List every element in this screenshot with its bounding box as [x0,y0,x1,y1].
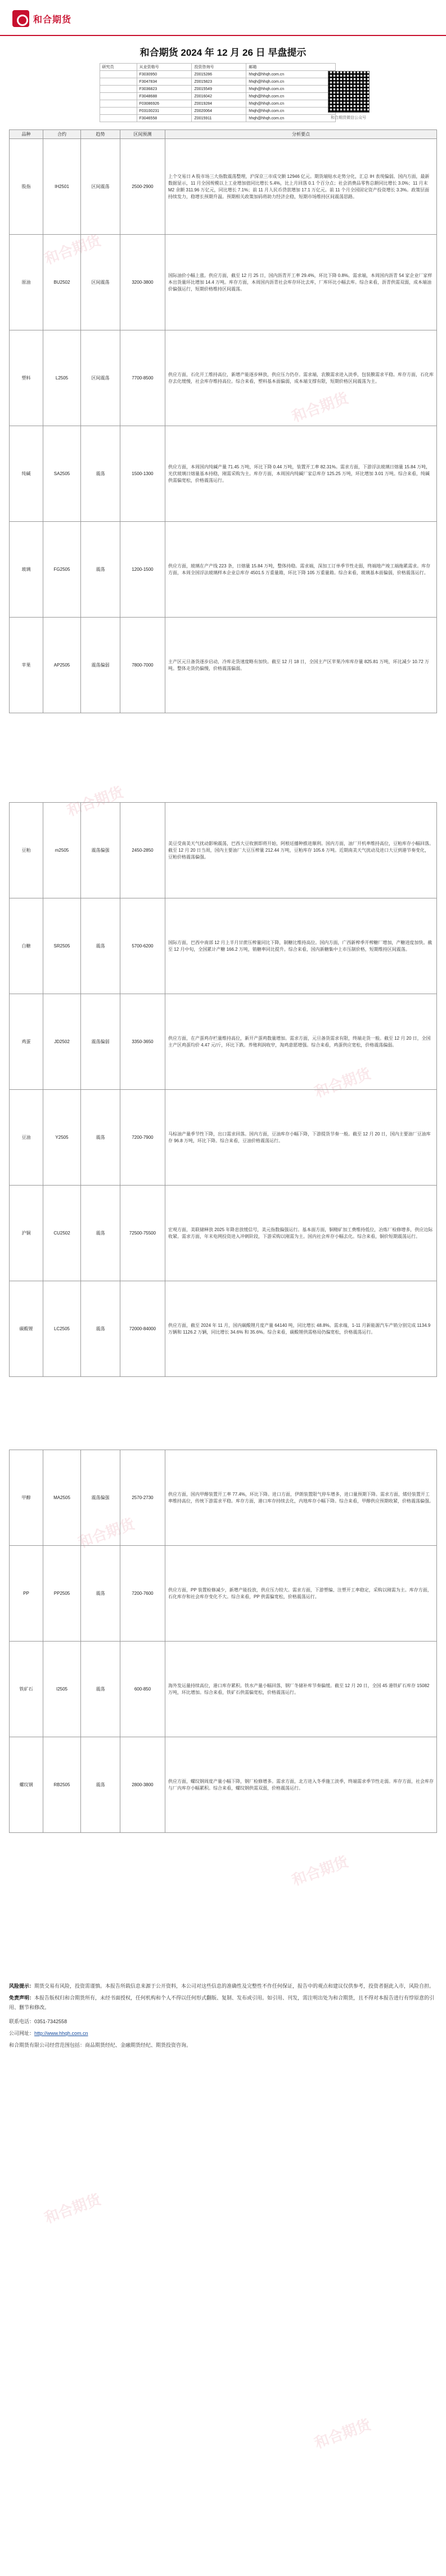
analysis-text: 供应方面，石化开工维持高位，新增产能逐步释放，供应压力仍存。需求端，农膜需求进入淡季，包装膜需求平稳。库存方面，石化库存去化缓慢，社会库存维持高位。综合来看，塑料基本面偏弱，成本端支撑有限，短期价格区间震荡为主。 [165,330,437,426]
contact-cell [100,93,137,100]
strategy-table-3 [9,1450,437,1833]
contract-code: L2505 [43,330,81,426]
contact-cell: F3048688 [137,93,192,100]
watermark: 和合期货 [65,783,126,820]
contact-cell [100,108,137,115]
range-forecast: 2800-3800 [120,1737,165,1833]
analysis-text: 美豆受南美天气扰动影响震荡，巴西大豆收割即将开始，阿根廷播种推进顺利。国内方面，油厂开机率维持高位，豆粕库存小幅回落。截至 12 月 20 日当周，国内主要油厂大豆压榨量 212.44 万吨，豆粕库存 105.6 万吨。近期南美天气扰动及进口大豆到港节奏变化，豆粕价格震荡偏强。 [165,803,437,898]
trend-label: 震荡 [81,1737,120,1833]
contract-code: RB2505 [43,1737,81,1833]
range-forecast: 7200-7600 [120,1546,165,1642]
footer [9,1982,437,2052]
contact-row [100,115,335,122]
contract-code: CU2502 [43,1186,81,1281]
trend-label: 震荡 [81,1546,120,1642]
contact-cell: Z0015823 [192,78,246,86]
risk-text: 期货交易有风险，投资需谨慎。本报告所载信息来源于公开资料，本公司对这些信息的准确性及完整性不作任何保证，报告中的观点和建议仅供参考，投资者据此入市，风险自担。 [34,1983,435,1989]
range-forecast: 3350-3650 [120,994,165,1090]
contact-cell: hhqh@hhqh.com.cn [246,108,335,115]
contact-cell: Z0019284 [192,100,246,108]
trend-label: 区间震荡 [81,330,120,426]
range-forecast: 2500-2900 [120,139,165,235]
commodity-name: 豆油 [10,1090,43,1186]
contact-row [100,86,335,93]
table-row [10,1737,437,1833]
strategy-table-2 [9,802,437,1377]
analysis-text: 国际油价小幅上涨。供应方面，截至 12 月 25 日，国内沥青开工率 29.4%，环比下降 0.8%。需求端，本周国内沥青 54 家企业厂家样本出货量环比增加 14.4 万吨。库存方面，本周国内沥青社会库存环比去库，厂库环比小幅去库。综合来看，沥青供需双弱，成本端油价偏强运行，短期价格维持区间震荡。 [165,235,437,330]
contact-cell: Z0015549 [192,86,246,93]
site-label: 公司网址： [9,2031,35,2036]
contact-cell: hhqh@hhqh.com.cn [246,100,335,108]
contact-cell: hhqh@hhqh.com.cn [246,71,335,78]
contact-row [100,108,335,115]
range-forecast: 72500-75500 [120,1186,165,1281]
report-title: 和合期货 2024 年 12 月 26 日 早盘提示 [139,47,307,58]
trend-label: 震荡偏弱 [81,618,120,713]
contact-cell: Z0015286 [192,71,246,78]
contact-row [100,93,335,100]
commodity-name: 原油 [10,235,43,330]
analysis-text: 海外发运量持续高位，港口库存累积。铁水产量小幅回落，钢厂冬储补库节奏偏缓。截至 12 月 20 日，全国 45 港铁矿石库存 15082 万吨，环比增加。综合来看，铁矿石供需偏宽松，价格震荡运行。 [165,1642,437,1737]
contract-code: MA2505 [43,1450,81,1546]
commodity-name: 沪铜 [10,1186,43,1281]
contract-code: JD2502 [43,994,81,1090]
contact-cell: Z0016042 [192,93,246,100]
site-line [9,2029,437,2038]
column-header: 品种 [10,130,43,139]
range-forecast: 7800-7000 [120,618,165,713]
company-website-link[interactable]: http://www.hhqh.com.cn [34,2031,88,2036]
commodity-name: 鸡蛋 [10,994,43,1090]
commodity-name: 玻璃 [10,522,43,618]
strategy-table-1 [9,129,437,713]
analysis-text: 供应方面，截至 2024 年 11 月，国内碳酸锂月度产量 64140 吨，同比增长 48.8%。需求端，1-11 月新能源汽车产销分别完成 1134.9 万辆和 1126.2 万辆，同比增长 34.6% 和 35.6%。综合来看，碳酸锂供需格局仍偏宽松，价格震荡运行。 [165,1281,437,1377]
table-row [10,1186,437,1281]
contract-code: LC2505 [43,1281,81,1377]
contact-row [100,78,335,86]
trend-label: 震荡 [81,426,120,522]
table-row [10,803,437,898]
brand-logo [12,10,71,27]
contact-cell: 从业资格号 [137,64,192,71]
analysis-text: 宏观方面，美联储释放 2025 年降息放缓信号，美元指数偏强运行。基本面方面，铜精矿加工费维持低位，冶炼厂检修增多，供应边际收紧。需求方面，年末电网投资进入冲刺阶段，下游采购以刚需为主。国内社会库存小幅去化。综合来看，铜价短期震荡运行。 [165,1186,437,1281]
table-row [10,1450,437,1546]
contract-code: SA2505 [43,426,81,522]
analysis-text: 供应方面，国内甲醇装置开工率 77.4%，环比下降。进口方面，伊朗装置限气停车增多，进口量预期下降。需求方面，烯烃装置开工率维持高位，传统下游需求平稳。库存方面，港口库存持续去化，内地库存小幅下降。综合来看，甲醇供应预期收紧，价格震荡偏强。 [165,1450,437,1546]
table-row [10,235,437,330]
trend-label: 震荡 [81,522,120,618]
commodity-name: 豆粕 [10,803,43,898]
range-forecast: 1500-1300 [120,426,165,522]
contract-code: m2505 [43,803,81,898]
contact-cell: F3046558 [137,115,192,122]
table-row [10,426,437,522]
contact-cell [100,71,137,78]
brand-name: 和合期货 [33,15,72,25]
analysis-text: 上个交易日 A 股市场三大指数震荡整理，沪深京三市成交额 12946 亿元。期货端贴水走势分化，汇总 IH 表现偏弱。国内方面，最新数据显示，11 月全国规模以上工业增加值同比增长 5.4%，比上月回落 0.1 个百分点；社会消费品零售总额同比增长 3.0%；11 月末 M2 余额 311.96 万亿元，同比增长 7.1%；前 11 月人民币贷款增加 17.1 万亿元。前 11 个月全国固定资产投资增长 3.3%。政策层面持续发力，稳增长预期升温。预期相关政策加码将助力经济企稳，短期市场维持区间震荡思路。 [165,139,437,235]
contract-code: BU2502 [43,235,81,330]
commodity-name: 螺纹钢 [10,1737,43,1833]
table-row [10,618,437,713]
analysis-text: 供应方面，本周国内纯碱产量 71.45 万吨，环比下降 0.44 万吨，装置开工率 82.31%。需求方面，下游浮法玻璃日熔量 15.84 万吨，光伏玻璃日熔量基本持稳，刚需采购为主。库存方面，本周国内纯碱厂家总库存 125.25 万吨，环比增加 3.01 万吨。综合来看，纯碱供需偏宽松，价格震荡运行。 [165,426,437,522]
contact-header-row [100,64,335,71]
commodity-name: 苹果 [10,618,43,713]
contact-cell: F3047834 [137,78,192,86]
watermark: 和合期货 [312,1065,373,1101]
commodity-name: 塑料 [10,330,43,426]
table-header-row [10,130,437,139]
header-bar [0,0,446,36]
analysis-text: 供应方面，PP 装置检修减少，新增产能投放，供应压力较大。需求方面，下游塑编、注塑开工率稳定，采购以刚需为主。库存方面，石化库存和社会库存变化不大。综合来看，PP 供需偏宽松，价格震荡运行。 [165,1546,437,1642]
disclaimer-text: 本报告版权归和合期货所有，未经书面授权，任何机构和个人不得以任何形式翻版、复制、发布或引用。如引用、刊发，需注明出处为和合期货，且不得对本报告进行有悖原意的引用、删节和修改。 [9,1995,435,2010]
analysis-text: 供应方面，玻璃在产产线 223 条，日熔量 15.84 万吨，整体持稳。需求端，深加工订单季节性走弱，终端地产竣工端拖累需求。库存方面，本周全国浮法玻璃样本企业总库存 4501.5 万重量箱，环比下降 105 万重量箱。综合来看，玻璃基本面偏弱，价格震荡运行。 [165,522,437,618]
risk-notice [9,1982,437,1991]
trend-label: 震荡 [81,1090,120,1186]
trend-label: 区间震荡 [81,235,120,330]
contract-code: FG2505 [43,522,81,618]
analysis-text: 供应方面，在产蛋鸡存栏量维持高位，新开产蛋鸡数量增加。需求方面，元旦备货需求有限，终端走货一般。截至 12 月 20 日，全国主产区鸡蛋均价 4.47 元/斤，环比下跌。养殖利润收窄，淘鸡意愿增强。综合来看，鸡蛋供应宽松，价格震荡偏弱。 [165,994,437,1090]
watermark: 和合期货 [42,231,103,268]
contact-cell: hhqh@hhqh.com.cn [246,115,335,122]
range-forecast: 5700-6200 [120,898,165,994]
range-forecast: 2450-2850 [120,803,165,898]
table-row [10,330,437,426]
watermark: 和合期货 [290,389,351,426]
contact-cell [100,100,137,108]
trend-label: 震荡 [81,1642,120,1737]
trend-label: 震荡 [81,898,120,994]
commodity-name: PP [10,1546,43,1642]
analysis-text: 马棕油产量季节性下降，出口需求回落。国内方面，豆油库存小幅下降，下游提货节奏一般。截至 12 月 20 日，国内主要油厂豆油库存 96.8 万吨，环比下降。综合来看，豆油价格震荡运行。 [165,1090,437,1186]
trend-label: 震荡偏弱 [81,994,120,1090]
contact-cell: F03086926 [137,100,192,108]
column-header: 合约 [43,130,81,139]
watermark: 和合期货 [42,2190,103,2227]
trend-label: 震荡 [81,1186,120,1281]
column-header: 分析要点 [165,130,437,139]
analysis-text: 供应方面，螺纹钢周度产量小幅下降，钢厂检修增多。需求方面，北方进入冬季施工淡季，终端需求季节性走弱。库存方面，社会库存与厂内库存小幅累积。综合来看，螺纹钢供需双弱，价格震荡运行。 [165,1737,437,1833]
column-header: 趋势 [81,130,120,139]
contact-cell [100,86,137,93]
risk-title: 风险提示： [9,1983,35,1989]
contact-cell: hhqh@hhqh.com.cn [246,78,335,86]
range-forecast: 2570-2730 [120,1450,165,1546]
phone-label: 联系电话： [9,2019,35,2024]
contact-cell: Z0020064 [192,108,246,115]
contact-cell: Z0015911 [192,115,246,122]
commodity-name: 铁矿石 [10,1642,43,1737]
range-forecast: 3200-3800 [120,235,165,330]
contact-cell: F3030950 [137,71,192,78]
analysis-text: 国际方面，巴西中南部 12 月上半月甘蔗压榨量同比下降，制糖比维持高位。国内方面，广西新榨季开榨糖厂增加，产糖进度加快。截至 12 月中旬，全国累计产糖 166.2 万吨，销糖率同比提升。综合来看，国内新糖集中上市压制价格，短期维持区间震荡。 [165,898,437,994]
commodity-name: 纯碱 [10,426,43,522]
contact-cell: 邮箱 [246,64,335,71]
contract-code: SR2505 [43,898,81,994]
watermark: 和合期货 [312,2416,373,2452]
analysis-text: 主产区元旦备货逐步启动，冷库走货速度略有加快。截至 12 月 18 日，全国主产区苹果冷库库存量 825.81 万吨，环比减少 10.72 万吨。整体走货仍偏慢，价格震荡偏弱。 [165,618,437,713]
table-row [10,1642,437,1737]
table-row [10,1546,437,1642]
disclaimer-title: 免责声明： [9,1995,35,2001]
commodity-name: 碳酸锂 [10,1281,43,1377]
contact-row [100,100,335,108]
contract-code: IH2501 [43,139,81,235]
contact-cell: hhqh@hhqh.com.cn [246,86,335,93]
column-header: 区间预测 [120,130,165,139]
table-row [10,522,437,618]
contact-row [100,71,335,78]
license-line: 和合期货有限公司经营范围包括：商品期货经纪、金融期货经纪、期货投资咨询。 [9,2042,192,2048]
analyst-contacts [77,63,370,129]
table-row [10,1090,437,1186]
contract-code: Y2505 [43,1090,81,1186]
range-forecast: 1200-1500 [120,522,165,618]
trend-label: 区间震荡 [81,139,120,235]
contact-cell [100,115,137,122]
range-forecast: 7200-7900 [120,1090,165,1186]
contact-cell [100,78,137,86]
table-row [10,1281,437,1377]
trend-label: 震荡偏强 [81,803,120,898]
contact-table [100,63,336,122]
table-row [10,898,437,994]
disclaimer [9,1993,437,2012]
commodity-name: 白糖 [10,898,43,994]
trend-label: 震荡偏强 [81,1450,120,1546]
range-forecast: 7700-8500 [120,330,165,426]
table-row [10,139,437,235]
table-row [10,994,437,1090]
contract-code: PP2505 [43,1546,81,1642]
contact-cell: 投资咨询号 [192,64,246,71]
range-forecast: 72000-84000 [120,1281,165,1377]
qr-caption: 和合期货微信公众号 [331,116,366,120]
contact-cell: hhqh@hhqh.com.cn [246,93,335,100]
watermark: 和合期货 [76,1515,137,1551]
range-forecast: 600-850 [120,1642,165,1737]
contact-cell: 研究员 [100,64,137,71]
commodity-name: 股指 [10,139,43,235]
phone-number: 0351-7342558 [34,2019,67,2024]
trend-label: 震荡 [81,1281,120,1377]
brand-mark-icon [12,10,29,27]
contract-code: AP2505 [43,618,81,713]
phone-line [9,2017,437,2027]
qr-code-icon [328,71,370,113]
commodity-name: 甲醇 [10,1450,43,1546]
contact-cell: F03100231 [137,108,192,115]
contact-cell: F3036823 [137,86,192,93]
contract-code: I2505 [43,1642,81,1737]
watermark: 和合期货 [290,1853,351,1889]
